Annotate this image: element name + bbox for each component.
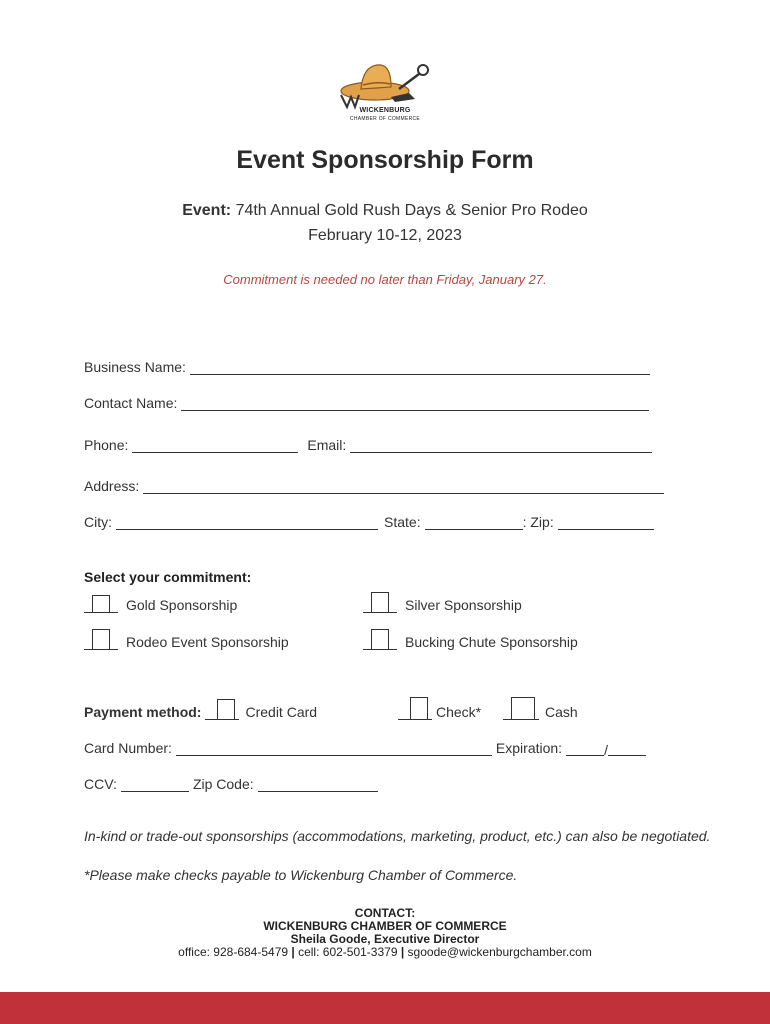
gold-label: Gold Sponsorship	[126, 597, 238, 613]
inkind-note: In-kind or trade-out sponsorships (accommodations, marketing, product, etc.) can also be negotiated.	[84, 828, 711, 844]
contact-person: Sheila Goode, Executive Director	[290, 932, 480, 946]
footer-bar	[0, 992, 770, 1024]
cowboy-hat-spur-logo-icon	[333, 55, 433, 110]
phone-label: Phone:	[84, 437, 129, 453]
contact-org: WICKENBURG CHAMBER OF COMMERCE	[263, 919, 507, 933]
expiration-month-field[interactable]	[566, 741, 604, 756]
address-label: Address:	[84, 478, 140, 494]
option-cash[interactable]	[503, 691, 578, 720]
contact-heading: CONTACT:	[354, 906, 416, 920]
expiration-year-field[interactable]	[608, 741, 646, 756]
zip-field[interactable]	[558, 515, 654, 530]
payment-label: Payment method:	[84, 704, 202, 720]
event-name: 74th Annual Gold Rush Days & Senior Pro Rodeo	[235, 202, 588, 219]
state-field[interactable]	[425, 515, 523, 530]
rodeo-event-checkbox[interactable]	[84, 625, 118, 650]
gold-checkbox[interactable]	[84, 592, 118, 613]
state-label: State:	[384, 514, 421, 530]
zip-code-field[interactable]	[258, 777, 378, 792]
address-field[interactable]	[143, 479, 664, 494]
credit-card-label: Credit Card	[245, 704, 318, 720]
zip-label: : Zip:	[522, 514, 554, 530]
contact-name-row	[84, 395, 649, 411]
option-rodeo-event[interactable]	[84, 625, 289, 650]
payment-row	[84, 695, 317, 720]
contact-separator-2: |	[400, 945, 405, 959]
checks-note: *Please make checks payable to Wickenburg Chamber of Commerce.	[84, 867, 518, 883]
card-number-row	[84, 740, 646, 756]
email-field[interactable]	[350, 438, 652, 453]
ccv-label: CCV:	[84, 776, 117, 792]
deadline-notice: Commitment is needed no later than Friday, January 27.	[223, 272, 547, 287]
bucking-chute-checkbox[interactable]	[363, 625, 397, 650]
business-name-field[interactable]	[190, 360, 650, 375]
business-name-row	[84, 359, 650, 375]
contact-details	[0, 945, 770, 959]
ccv-zip-row	[84, 776, 378, 792]
cash-checkbox[interactable]	[503, 691, 539, 720]
silver-label: Silver Sponsorship	[405, 597, 522, 613]
check-checkbox[interactable]	[398, 691, 432, 720]
event-label: Event:	[182, 202, 232, 219]
bucking-chute-label: Bucking Chute Sponsorship	[405, 634, 578, 650]
check-label: Check*	[436, 704, 482, 720]
contact-email-link[interactable]: sgoode@wickenburgchamber.com	[407, 945, 592, 959]
city-field[interactable]	[116, 515, 378, 530]
logo-text-chamber: CHAMBER OF COMMERCE	[349, 116, 421, 122]
address-row	[84, 478, 664, 494]
option-silver[interactable]	[363, 588, 522, 613]
city-label: City:	[84, 514, 112, 530]
option-check[interactable]	[398, 691, 481, 720]
contact-separator-1: |	[291, 945, 295, 959]
silver-checkbox[interactable]	[363, 588, 397, 613]
business-name-label: Business Name:	[84, 359, 186, 375]
expiration-label: Expiration:	[495, 740, 563, 756]
contact-name-label: Contact Name:	[84, 395, 178, 411]
rodeo-event-label: Rodeo Event Sponsorship	[126, 634, 289, 650]
contact-name-field[interactable]	[181, 396, 649, 411]
event-dates: February 10-12, 2023	[308, 227, 462, 244]
phone-email-row	[84, 437, 652, 453]
option-bucking-chute[interactable]	[363, 625, 578, 650]
option-gold[interactable]	[84, 592, 237, 613]
commitment-heading: Select your commitment:	[84, 569, 252, 585]
city-state-zip-row	[84, 514, 654, 530]
logo-text-wickenburg: WICKENBURG	[359, 107, 411, 114]
email-label: Email:	[307, 437, 347, 453]
contact-office: office: 928-684-5479	[178, 945, 289, 959]
contact-cell: cell: 602-501-3379	[298, 945, 398, 959]
phone-field[interactable]	[132, 438, 298, 453]
card-number-label: Card Number:	[84, 740, 172, 756]
cash-label: Cash	[545, 704, 578, 720]
ccv-field[interactable]	[121, 777, 189, 792]
zip-code-label: Zip Code:	[192, 776, 254, 792]
credit-card-checkbox[interactable]	[205, 695, 239, 720]
card-number-field[interactable]	[176, 741, 492, 756]
event-line	[0, 202, 770, 220]
page-title: Event Sponsorship Form	[236, 146, 534, 174]
expiration-slash: /	[604, 742, 608, 758]
